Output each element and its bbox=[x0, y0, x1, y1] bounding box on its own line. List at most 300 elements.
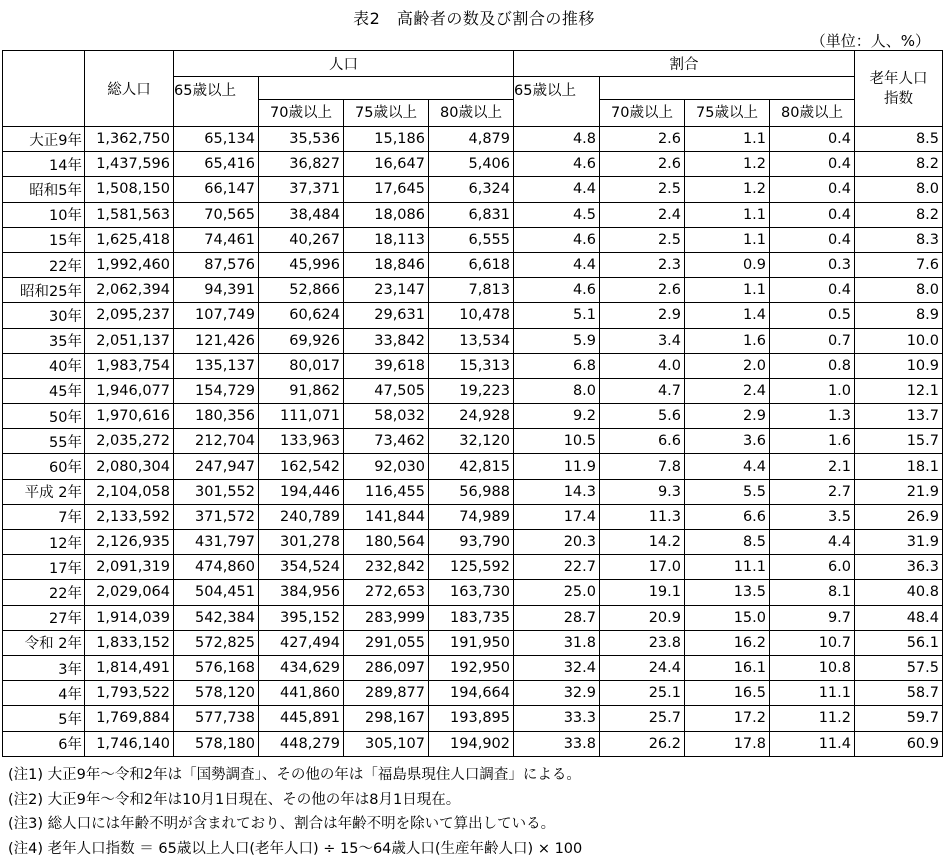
table-cell: 8.0 bbox=[855, 177, 943, 202]
table-cell: 1.6 bbox=[685, 328, 770, 353]
table-row bbox=[3, 429, 943, 454]
row-year-cell: 35年 bbox=[3, 328, 85, 353]
elderly-population-table bbox=[2, 50, 943, 757]
table-cell: 12.1 bbox=[855, 378, 943, 403]
table-cell: 8.2 bbox=[855, 202, 943, 227]
table-cell: 16,647 bbox=[344, 152, 429, 177]
table-row bbox=[3, 177, 943, 202]
table-cell: 13,534 bbox=[429, 328, 514, 353]
table-cell: 45,996 bbox=[259, 252, 344, 277]
table-cell: 194,446 bbox=[259, 479, 344, 504]
table-cell: 1,914,039 bbox=[85, 605, 174, 630]
table-row bbox=[3, 530, 943, 555]
table-cell: 4.7 bbox=[600, 378, 685, 403]
table-cell: 305,107 bbox=[344, 731, 429, 756]
table-cell: 58.7 bbox=[855, 681, 943, 706]
row-year-cell: 12年 bbox=[3, 530, 85, 555]
table-cell: 291,055 bbox=[344, 630, 429, 655]
table-cell: 272,653 bbox=[344, 580, 429, 605]
table-cell: 1,437,596 bbox=[85, 152, 174, 177]
table-cell: 1.1 bbox=[685, 227, 770, 252]
table-cell: 6,831 bbox=[429, 202, 514, 227]
table-cell: 8.5 bbox=[855, 127, 943, 152]
table-cell: 65,416 bbox=[174, 152, 259, 177]
table-cell: 0.8 bbox=[770, 353, 855, 378]
table-cell: 1,946,077 bbox=[85, 378, 174, 403]
table-cell: 301,552 bbox=[174, 479, 259, 504]
table-cell: 40.8 bbox=[855, 580, 943, 605]
table-cell: 91,862 bbox=[259, 378, 344, 403]
table-cell: 1,508,150 bbox=[85, 177, 174, 202]
table-cell: 577,738 bbox=[174, 706, 259, 731]
table-cell: 8.3 bbox=[855, 227, 943, 252]
table-row bbox=[3, 278, 943, 303]
table-cell: 21.9 bbox=[855, 479, 943, 504]
table-cell: 40,267 bbox=[259, 227, 344, 252]
table-cell: 1.6 bbox=[770, 429, 855, 454]
table-cell: 504,451 bbox=[174, 580, 259, 605]
table-cell: 20.3 bbox=[514, 530, 600, 555]
table-cell: 154,729 bbox=[174, 378, 259, 403]
table-cell: 10.5 bbox=[514, 429, 600, 454]
table-cell: 2,051,137 bbox=[85, 328, 174, 353]
table-cell: 4.6 bbox=[514, 152, 600, 177]
table-cell: 384,956 bbox=[259, 580, 344, 605]
table-cell: 427,494 bbox=[259, 630, 344, 655]
table-cell: 2,133,592 bbox=[85, 504, 174, 529]
row-year-cell: 45年 bbox=[3, 378, 85, 403]
row-year-cell: 3年 bbox=[3, 655, 85, 680]
header-pop-sub-spacer bbox=[259, 77, 514, 100]
table-cell: 8.9 bbox=[855, 303, 943, 328]
table-cell: 0.7 bbox=[770, 328, 855, 353]
table-cell: 26.2 bbox=[600, 731, 685, 756]
table-row bbox=[3, 127, 943, 152]
row-year-cell: 50年 bbox=[3, 404, 85, 429]
table-cell: 92,030 bbox=[344, 454, 429, 479]
table-cell: 1,833,152 bbox=[85, 630, 174, 655]
table-cell: 1,769,884 bbox=[85, 706, 174, 731]
table-cell: 58,032 bbox=[344, 404, 429, 429]
table-cell: 578,180 bbox=[174, 731, 259, 756]
table-cell: 2.9 bbox=[685, 404, 770, 429]
table-cell: 1.2 bbox=[685, 177, 770, 202]
table-cell: 11.9 bbox=[514, 454, 600, 479]
row-year-cell: 27年 bbox=[3, 605, 85, 630]
table-cell: 42,815 bbox=[429, 454, 514, 479]
table-cell: 7.6 bbox=[855, 252, 943, 277]
table-cell: 15.7 bbox=[855, 429, 943, 454]
table-row bbox=[3, 655, 943, 680]
table-cell: 0.4 bbox=[770, 202, 855, 227]
table-row bbox=[3, 227, 943, 252]
table-cell: 434,629 bbox=[259, 655, 344, 680]
table-row bbox=[3, 630, 943, 655]
table-cell: 69,926 bbox=[259, 328, 344, 353]
table-cell: 1.1 bbox=[685, 202, 770, 227]
table-cell: 3.4 bbox=[600, 328, 685, 353]
table-cell: 1.0 bbox=[770, 378, 855, 403]
table-cell: 4.0 bbox=[600, 353, 685, 378]
table-cell: 125,592 bbox=[429, 555, 514, 580]
header-ratio-80-plus: 80歳以上 bbox=[770, 100, 855, 127]
note-2: (注2) 大正9年～令和2年は10月1日現在、その他の年は8月1日現在。 bbox=[8, 791, 461, 808]
table-cell: 1,970,616 bbox=[85, 404, 174, 429]
table-cell: 1,746,140 bbox=[85, 731, 174, 756]
table-cell: 17.4 bbox=[514, 504, 600, 529]
table-cell: 2,062,394 bbox=[85, 278, 174, 303]
table-cell: 1,625,418 bbox=[85, 227, 174, 252]
table-cell: 65,134 bbox=[174, 127, 259, 152]
table-cell: 26.9 bbox=[855, 504, 943, 529]
table-cell: 2,104,058 bbox=[85, 479, 174, 504]
table-cell: 212,704 bbox=[174, 429, 259, 454]
table-cell: 3.6 bbox=[685, 429, 770, 454]
table-cell: 0.4 bbox=[770, 177, 855, 202]
row-year-cell: 大正9年 bbox=[3, 127, 85, 152]
table-cell: 11.4 bbox=[770, 731, 855, 756]
table-cell: 47,505 bbox=[344, 378, 429, 403]
table-cell: 1.1 bbox=[685, 278, 770, 303]
table-cell: 0.4 bbox=[770, 278, 855, 303]
table-cell: 11.1 bbox=[770, 681, 855, 706]
table-cell: 4.4 bbox=[770, 530, 855, 555]
table-cell: 1.2 bbox=[685, 152, 770, 177]
table-cell: 60.9 bbox=[855, 731, 943, 756]
table-cell: 121,426 bbox=[174, 328, 259, 353]
row-year-cell: 6年 bbox=[3, 731, 85, 756]
table-cell: 10.8 bbox=[770, 655, 855, 680]
table-cell: 2.6 bbox=[600, 278, 685, 303]
row-year-cell: 55年 bbox=[3, 429, 85, 454]
row-year-cell: 7年 bbox=[3, 504, 85, 529]
row-year-cell: 令和 2年 bbox=[3, 630, 85, 655]
table-cell: 2.5 bbox=[600, 227, 685, 252]
row-year-cell: 14年 bbox=[3, 152, 85, 177]
table-row bbox=[3, 555, 943, 580]
table-cell: 6.6 bbox=[685, 504, 770, 529]
table-cell: 192,950 bbox=[429, 655, 514, 680]
table-cell: 14.3 bbox=[514, 479, 600, 504]
table-cell: 0.3 bbox=[770, 252, 855, 277]
header-pop-75-plus: 75歳以上 bbox=[344, 100, 429, 127]
table-cell: 1,793,522 bbox=[85, 681, 174, 706]
table-cell: 247,947 bbox=[174, 454, 259, 479]
table-cell: 1,814,491 bbox=[85, 655, 174, 680]
row-year-cell: 17年 bbox=[3, 555, 85, 580]
table-cell: 162,542 bbox=[259, 454, 344, 479]
table-cell: 18.1 bbox=[855, 454, 943, 479]
table-row bbox=[3, 580, 943, 605]
table-cell: 183,735 bbox=[429, 605, 514, 630]
table-cell: 5,406 bbox=[429, 152, 514, 177]
table-title: 表2 高齢者の数及び割合の推移 bbox=[353, 9, 595, 28]
table-cell: 66,147 bbox=[174, 177, 259, 202]
table-cell: 0.4 bbox=[770, 127, 855, 152]
table-cell: 25.7 bbox=[600, 706, 685, 731]
table-cell: 8.0 bbox=[855, 278, 943, 303]
table-cell: 7,813 bbox=[429, 278, 514, 303]
table-cell: 2.3 bbox=[600, 252, 685, 277]
table-cell: 1.3 bbox=[770, 404, 855, 429]
table-row bbox=[3, 303, 943, 328]
table-cell: 15,313 bbox=[429, 353, 514, 378]
header-population: 人口 bbox=[174, 51, 514, 77]
table-cell: 133,963 bbox=[259, 429, 344, 454]
table-cell: 9.7 bbox=[770, 605, 855, 630]
table-cell: 1,581,563 bbox=[85, 202, 174, 227]
table-cell: 4.6 bbox=[514, 227, 600, 252]
table-cell: 283,999 bbox=[344, 605, 429, 630]
table-cell: 4,879 bbox=[429, 127, 514, 152]
table-cell: 9.2 bbox=[514, 404, 600, 429]
table-cell: 24,928 bbox=[429, 404, 514, 429]
table-cell: 17,645 bbox=[344, 177, 429, 202]
table-cell: 73,462 bbox=[344, 429, 429, 454]
table-cell: 2,035,272 bbox=[85, 429, 174, 454]
table-row bbox=[3, 731, 943, 756]
table-row bbox=[3, 328, 943, 353]
note-4: (注4) 老年人口指数 ＝ 65歳以上人口(老年人口) ÷ 15～64歳人口(生産年齢人口) × 100 bbox=[8, 840, 583, 857]
header-elderly-index-line1: 老年人口 bbox=[869, 70, 928, 87]
table-row bbox=[3, 504, 943, 529]
table-cell: 14.2 bbox=[600, 530, 685, 555]
table-cell: 48.4 bbox=[855, 605, 943, 630]
table-cell: 2.0 bbox=[685, 353, 770, 378]
table-cell: 5.5 bbox=[685, 479, 770, 504]
table-cell: 11.2 bbox=[770, 706, 855, 731]
row-year-cell: 4年 bbox=[3, 681, 85, 706]
table-cell: 448,279 bbox=[259, 731, 344, 756]
table-cell: 2.1 bbox=[770, 454, 855, 479]
table-cell: 2.6 bbox=[600, 152, 685, 177]
header-ratio-sub-spacer bbox=[600, 77, 855, 100]
table-cell: 180,564 bbox=[344, 530, 429, 555]
table-cell: 10,478 bbox=[429, 303, 514, 328]
header-ratio-70-plus: 70歳以上 bbox=[600, 100, 685, 127]
table-cell: 8.1 bbox=[770, 580, 855, 605]
table-cell: 16.2 bbox=[685, 630, 770, 655]
table-cell: 80,017 bbox=[259, 353, 344, 378]
table-cell: 29,631 bbox=[344, 303, 429, 328]
table-cell: 2.5 bbox=[600, 177, 685, 202]
table-row bbox=[3, 152, 943, 177]
table-cell: 194,664 bbox=[429, 681, 514, 706]
table-row bbox=[3, 202, 943, 227]
table-cell: 13.7 bbox=[855, 404, 943, 429]
table-cell: 16.1 bbox=[685, 655, 770, 680]
row-year-cell: 22年 bbox=[3, 580, 85, 605]
table-row bbox=[3, 479, 943, 504]
table-cell: 31.9 bbox=[855, 530, 943, 555]
table-cell: 15.0 bbox=[685, 605, 770, 630]
table-cell: 572,825 bbox=[174, 630, 259, 655]
table-cell: 6.0 bbox=[770, 555, 855, 580]
table-cell: 57.5 bbox=[855, 655, 943, 680]
header-pop-70-plus: 70歳以上 bbox=[259, 100, 344, 127]
table-cell: 17.2 bbox=[685, 706, 770, 731]
table-cell: 74,461 bbox=[174, 227, 259, 252]
table-row bbox=[3, 404, 943, 429]
table-cell: 36.3 bbox=[855, 555, 943, 580]
table-cell: 4.4 bbox=[514, 252, 600, 277]
table-cell: 18,113 bbox=[344, 227, 429, 252]
table-cell: 2.6 bbox=[600, 127, 685, 152]
table-cell: 37,371 bbox=[259, 177, 344, 202]
table-cell: 6,618 bbox=[429, 252, 514, 277]
table-cell: 191,950 bbox=[429, 630, 514, 655]
table-cell: 354,524 bbox=[259, 555, 344, 580]
row-year-cell: 平成 2年 bbox=[3, 479, 85, 504]
table-cell: 2,095,237 bbox=[85, 303, 174, 328]
table-cell: 2,029,064 bbox=[85, 580, 174, 605]
table-cell: 59.7 bbox=[855, 706, 943, 731]
table-cell: 10.0 bbox=[855, 328, 943, 353]
table-cell: 5.6 bbox=[600, 404, 685, 429]
note-3: (注3) 総人口には年齢不明が含まれており、割合は年齢不明を除いて算出している。 bbox=[8, 816, 556, 832]
table-cell: 1,983,754 bbox=[85, 353, 174, 378]
table-row bbox=[3, 353, 943, 378]
table-cell: 286,097 bbox=[344, 655, 429, 680]
table-cell: 18,846 bbox=[344, 252, 429, 277]
table-cell: 94,391 bbox=[174, 278, 259, 303]
table-cell: 4.8 bbox=[514, 127, 600, 152]
table-cell: 474,860 bbox=[174, 555, 259, 580]
table-cell: 28.7 bbox=[514, 605, 600, 630]
table-cell: 56,988 bbox=[429, 479, 514, 504]
table-cell: 36,827 bbox=[259, 152, 344, 177]
table-cell: 2,091,319 bbox=[85, 555, 174, 580]
table-cell: 18,086 bbox=[344, 202, 429, 227]
table-cell: 2.4 bbox=[600, 202, 685, 227]
table-cell: 17.0 bbox=[600, 555, 685, 580]
table-cell: 10.7 bbox=[770, 630, 855, 655]
table-row bbox=[3, 706, 943, 731]
table-cell: 3.5 bbox=[770, 504, 855, 529]
table-cell: 31.8 bbox=[514, 630, 600, 655]
table-cell: 2,126,935 bbox=[85, 530, 174, 555]
row-year-cell: 10年 bbox=[3, 202, 85, 227]
table-cell: 11.3 bbox=[600, 504, 685, 529]
table-cell: 38,484 bbox=[259, 202, 344, 227]
table-cell: 35,536 bbox=[259, 127, 344, 152]
table-cell: 1,362,750 bbox=[85, 127, 174, 152]
table-cell: 33.8 bbox=[514, 731, 600, 756]
table-cell: 4.5 bbox=[514, 202, 600, 227]
table-cell: 16.5 bbox=[685, 681, 770, 706]
table-cell: 10.9 bbox=[855, 353, 943, 378]
table-cell: 74,989 bbox=[429, 504, 514, 529]
header-total-population: 総人口 bbox=[85, 51, 174, 127]
table-cell: 19.1 bbox=[600, 580, 685, 605]
table-cell: 194,902 bbox=[429, 731, 514, 756]
table-cell: 441,860 bbox=[259, 681, 344, 706]
row-year-cell: 30年 bbox=[3, 303, 85, 328]
table-cell: 32.9 bbox=[514, 681, 600, 706]
note-1: (注1) 大正9年～令和2年は「国勢調査」、その他の年は「福島県現住人口調査」による。 bbox=[8, 767, 581, 783]
table-cell: 5.1 bbox=[514, 303, 600, 328]
table-cell: 240,789 bbox=[259, 504, 344, 529]
table-cell: 52,866 bbox=[259, 278, 344, 303]
table-cell: 11.1 bbox=[685, 555, 770, 580]
row-year-cell: 15年 bbox=[3, 227, 85, 252]
table-cell: 33.3 bbox=[514, 706, 600, 731]
table-row bbox=[3, 454, 943, 479]
table-cell: 2.9 bbox=[600, 303, 685, 328]
table-cell: 6,555 bbox=[429, 227, 514, 252]
row-year-cell: 40年 bbox=[3, 353, 85, 378]
header-pop-65-plus: 65歳以上 bbox=[174, 77, 259, 127]
table-cell: 0.4 bbox=[770, 152, 855, 177]
table-row bbox=[3, 681, 943, 706]
table-cell: 9.3 bbox=[600, 479, 685, 504]
table-cell: 93,790 bbox=[429, 530, 514, 555]
table-cell: 111,071 bbox=[259, 404, 344, 429]
table-cell: 5.9 bbox=[514, 328, 600, 353]
table-cell: 1,992,460 bbox=[85, 252, 174, 277]
table-cell: 7.8 bbox=[600, 454, 685, 479]
table-row bbox=[3, 252, 943, 277]
row-year-cell: 60年 bbox=[3, 454, 85, 479]
table-cell: 0.9 bbox=[685, 252, 770, 277]
table-cell: 395,152 bbox=[259, 605, 344, 630]
table-cell: 0.5 bbox=[770, 303, 855, 328]
table-cell: 180,356 bbox=[174, 404, 259, 429]
table-cell: 24.4 bbox=[600, 655, 685, 680]
table-cell: 163,730 bbox=[429, 580, 514, 605]
unit-label: （単位：人、%） bbox=[810, 32, 930, 50]
table-cell: 20.9 bbox=[600, 605, 685, 630]
header-ratio-75-plus: 75歳以上 bbox=[685, 100, 770, 127]
table-cell: 193,895 bbox=[429, 706, 514, 731]
table-cell: 17.8 bbox=[685, 731, 770, 756]
table-cell: 371,572 bbox=[174, 504, 259, 529]
row-year-cell: 昭和25年 bbox=[3, 278, 85, 303]
table-cell: 431,797 bbox=[174, 530, 259, 555]
table-cell: 298,167 bbox=[344, 706, 429, 731]
table-row bbox=[3, 605, 943, 630]
table-cell: 22.7 bbox=[514, 555, 600, 580]
table-cell: 6,324 bbox=[429, 177, 514, 202]
table-cell: 2.7 bbox=[770, 479, 855, 504]
table-cell: 70,565 bbox=[174, 202, 259, 227]
table-body bbox=[3, 127, 943, 757]
table-cell: 19,223 bbox=[429, 378, 514, 403]
table-cell: 4.6 bbox=[514, 278, 600, 303]
table-cell: 56.1 bbox=[855, 630, 943, 655]
header-era-blank bbox=[3, 51, 85, 127]
table-cell: 4.4 bbox=[514, 177, 600, 202]
table-cell: 60,624 bbox=[259, 303, 344, 328]
table-cell: 542,384 bbox=[174, 605, 259, 630]
table-cell: 6.6 bbox=[600, 429, 685, 454]
table-cell: 1.4 bbox=[685, 303, 770, 328]
table-cell: 116,455 bbox=[344, 479, 429, 504]
table-cell: 8.5 bbox=[685, 530, 770, 555]
table-cell: 0.4 bbox=[770, 227, 855, 252]
table-cell: 13.5 bbox=[685, 580, 770, 605]
notes bbox=[8, 763, 582, 861]
row-year-cell: 5年 bbox=[3, 706, 85, 731]
table-cell: 135,137 bbox=[174, 353, 259, 378]
table-cell: 301,278 bbox=[259, 530, 344, 555]
header-ratio: 割合 bbox=[514, 51, 855, 77]
table-cell: 232,842 bbox=[344, 555, 429, 580]
table-cell: 8.0 bbox=[514, 378, 600, 403]
table-cell: 289,877 bbox=[344, 681, 429, 706]
table-cell: 4.4 bbox=[685, 454, 770, 479]
table-cell: 576,168 bbox=[174, 655, 259, 680]
